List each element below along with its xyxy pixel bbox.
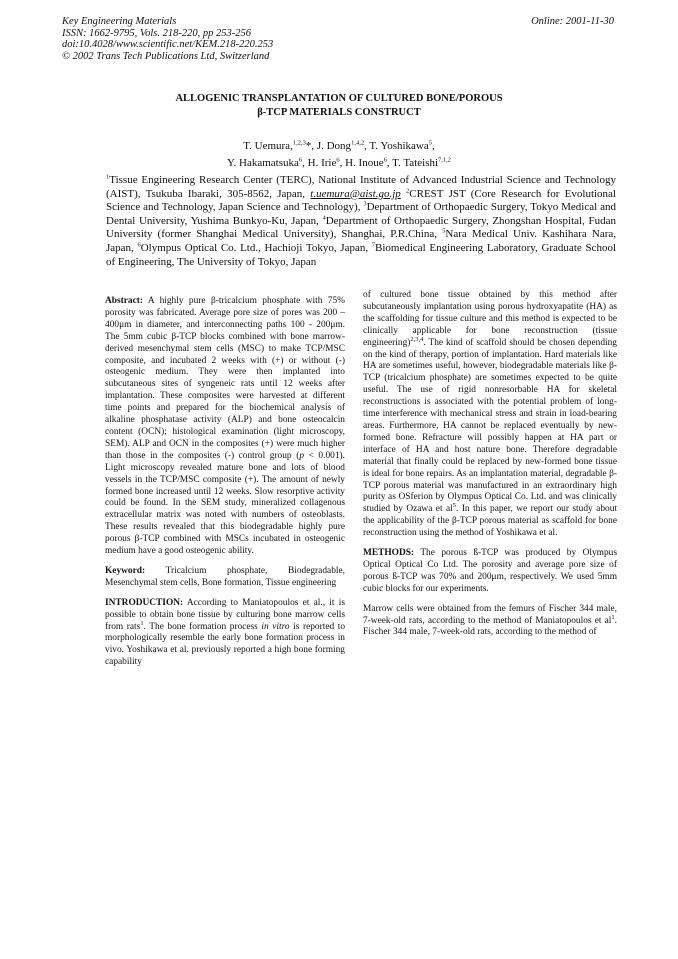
methods-paragraph-2 — [363, 604, 617, 640]
author-affil-sup: 1,2,3 — [292, 139, 306, 147]
affil-text: Department of Orthopaedic Surgery, Tokyo Medical and Dental University, Yushima Bunkyo-Ku, Japan, — [106, 201, 617, 227]
author-sep: , — [386, 157, 390, 169]
title-line-1: ALLOGENIC TRANSPLANTATION OF CULTURED BONE/POROUS — [175, 93, 503, 104]
author-name: H. Inoue — [345, 157, 384, 169]
introduction-label: INTRODUCTION: — [105, 597, 184, 608]
affil-text: Department of Orthopaedic Surgery, Zhongshan Hospital, Fudan University (former Shanghai Medical University), Shanghai, P.R.China, — [106, 214, 616, 241]
affil-text: Tissue Engineering Research Center (TERC), National Institute of Advanced Industrial Science and Technology (AIST), Tsukuba Ibaraki, 305-8562, Japan, — [106, 174, 616, 200]
email-link[interactable]: t.uemura@aist.go.jp — [310, 187, 401, 200]
citation-sup: 1 — [140, 619, 144, 627]
introduction-text: is reported to morphologically resemble the early bone formation process in vivo. Yoshikawa et al. previously reported a high bone forming capability — [105, 621, 346, 668]
keyword-paragraph — [105, 566, 345, 590]
keyword-text: Tricalcium phosphate, Biodegradable, Mesenchymal stem cells, Bone formation, Tissue engineering — [105, 565, 345, 588]
keyword-label: Keyword: — [105, 565, 146, 576]
introduction-paragraph — [105, 598, 345, 669]
author-line-1 — [60, 138, 618, 155]
affil-sup: 3 — [363, 200, 367, 208]
introduction-text: of cultured bone tissue obtained by this method after subcutaneously implantation using porous hydroxyapatite (HA) as the scaffolding for tissue culture and this method is expected to be clinically applicable for bone reconstruction (tissue engineering) — [363, 290, 617, 348]
methods-text: The porous ß-TCP was produced by Olympus Optical Optical Co Ltd. The porosity and average pore size of porous ß-TCP was 70% and 200μm, respectively. We used 5mm cubic blocks for our experiments. — [363, 548, 617, 594]
online-date: Online: 2001-11-30 — [531, 16, 614, 27]
journal-name: Key Engineering Materials — [62, 16, 177, 27]
right-column — [363, 290, 617, 647]
affil-sup: 2 — [406, 186, 410, 194]
affil-sup: 1 — [106, 173, 110, 181]
introduction-text: According to Maniatopoulos et al., it is possible to obtain bone tissue by culturing bone marrow cells from rats — [105, 597, 346, 632]
author-name: T. Yoshikawa — [369, 140, 429, 152]
citation-sup: 2,3,4 — [410, 335, 424, 343]
author-affil-sup: 6 — [383, 156, 387, 164]
author-affil-sup: 7,1,2 — [438, 156, 452, 164]
journal-header — [62, 16, 614, 62]
issn-line: ISSN: 1662-9795, Vols. 218-220, pp 253-256 — [62, 27, 251, 39]
copyright-line: © 2002 Trans Tech Publications Ltd, Switzerland — [62, 50, 270, 62]
methods-label: METHODS: — [363, 548, 415, 559]
author-name: Y. Hakamatsuka — [226, 157, 299, 169]
affil-text: Biomedical Engineering Laboratory, Graduate School of Engineering, The University of Tokyo, Japan — [106, 241, 616, 268]
affil-sup: 5 — [442, 227, 446, 235]
affil-sup: 4 — [322, 214, 326, 222]
affil-sup: 7 — [371, 241, 376, 249]
affil-text: Nara Medical Univ. Kashihara Nara, Japan, — [106, 228, 616, 254]
affiliations — [106, 174, 616, 269]
introduction-text: . The bone formation process — [143, 621, 258, 632]
doi-line: doi:10.4028/www.scientific.net/KEM.218-220.253 — [62, 39, 274, 50]
author-name: H. Irie — [307, 157, 337, 169]
author-affil-sup: 6 — [298, 156, 303, 164]
title-line-2: β-TCP MATERIALS CONSTRUCT — [257, 107, 421, 118]
introduction-text: . In this paper, we report our study about the applicability of the β-TCP porous material as scaffold for bone reconstruction using the method of Yoshikawa et al. — [363, 504, 617, 539]
author-line-2 — [60, 155, 618, 172]
paper-title — [60, 92, 618, 120]
citation-sup: 1 — [611, 613, 615, 621]
citation-sup: 5 — [452, 502, 457, 510]
abstract-paragraph — [105, 296, 345, 558]
author-name: J. Dong — [316, 140, 352, 152]
affil-text: Olympus Optical Co. Ltd., Hachioji Tokyo, Japan, — [140, 241, 369, 254]
abstract-text: A highly pure β-tricalcium phosphate with 75% porosity was fabricated. Average pore size of pores was 200 – 400μm in diameter, and interconnecting paths 100 - 200μm. The 5mm cubic β-TCP blocks combined with bone marrow-derived mesenchymal stem cells (MSC) to make TCP/MSC composite, and incubated 2 weeks with (+) or without (-) osteogenic medium. They were then implanted into subcutaneous sites of syngeneic rats until 12 weeks after implantation. These composites were harvested at different time points and prepared for the biochemical analysis of alkaline phosphatase activity (ALP) and bone osteocalcin content (OCN); histological examination (light microscopy, SEM). ALP and OCN in the composites (+) were much higher than those in the composites (-) control group ( — [105, 296, 345, 461]
abstract-text: < 0.001). Light microscopy revealed mature bone and lots of blood vessels in the TCP/MSC composite (+). The amount of newly formed bone increased until 12 weeks. Slow resorptive activity could be found. In the SEM study, mineralized collagenous extracellular matrix was noted with numbers of osteoblasts. These results revealed that this biodegradable highly pure porous β-TCP combined with MSCs incubated in osteogenic medium have a good osteogenic ability. — [105, 450, 345, 557]
p-value-symbol: p — [299, 450, 304, 461]
corresponding-star: *, — [305, 140, 315, 152]
methods-paragraph — [363, 548, 617, 596]
abstract-label: Abstract: — [105, 296, 144, 306]
left-column — [105, 296, 345, 677]
author-sep: , — [302, 157, 305, 169]
author-list — [60, 138, 618, 172]
introduction-text: . The kind of scaffold should be chosen depending on the kind of therapy, portion of implantation. Hard materials like HA are sometimes useful, however, biodegradable materials like β-TCP (tricalcium phosphate) are sometimes expected to be quite useful. The use of rigid nonresorbable HA for skeletal reconstructions is associated with the potential problem of long-time interference with mechanical stress and strain in load-bearing areas. Furthermore, HA cannot be replaced eventually by new-formed bone. Refracture will possibly happen at HA part or interface of HA and host nature bone. Therefore degradable material that finally could be replaced by new-formed bone tissue is ideal for bone repairs. As an implantation material, degradable β-TCP porous material was manufactured in an extraordinary high purity as OSferion by Olympus Optical Co. Ltd. and was clinically studied by Ozawa et al — [363, 337, 617, 515]
author-affil-sup: 6 — [336, 156, 340, 164]
author-affil-sup: 5 — [428, 139, 433, 147]
methods-text: Marrow cells were obtained from the femurs of Fischer 344 male, 7-week-old rats, according to the method of Maniatopoulos et al — [363, 603, 617, 626]
author-name: T. Uemura, — [243, 140, 293, 152]
methods-text: . Fischer 344 male, 7-week-old rats, according to the method of — [363, 615, 617, 638]
affil-text: CREST JST (Core Research for Evolutional Science and Technology, Japan Science and Technology), — [106, 187, 616, 214]
author-sep: , — [339, 157, 343, 169]
introduction-continued — [363, 290, 617, 540]
author-affil-sup: 1,4,2 — [351, 139, 365, 147]
author-sep: , — [364, 140, 367, 152]
author-name: T. Tateishi — [392, 157, 439, 169]
author-sep: , — [432, 140, 435, 152]
in-vitro-term: in vitro — [261, 621, 290, 632]
affil-sup: 6 — [137, 241, 141, 249]
